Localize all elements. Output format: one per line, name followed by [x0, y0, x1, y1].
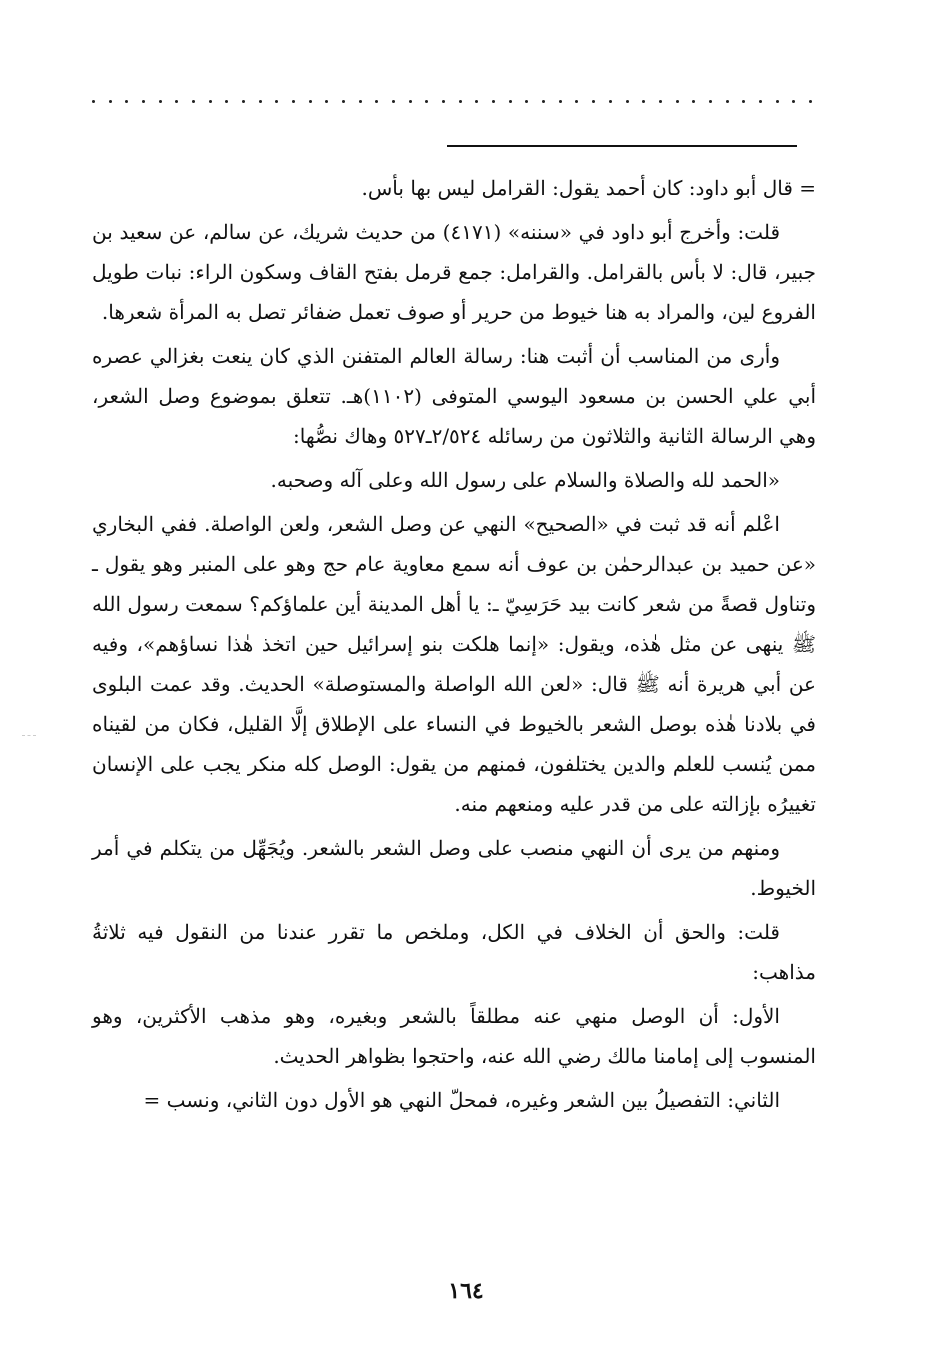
footnote-body [92, 168, 816, 1120]
footnote-rule [447, 145, 797, 147]
paragraph-yusi-letter-intro: وأرى من المناسب أن أثبت هنا: رسالة العالم المتفنن الذي كان ينعت بغزالي عصره أبي علي الحسن بن مسعود اليوسي المتوفى (١١٠٢)هـ. تتعلق بموضوع وصل الشعر، وهي الرسالة الثانية والثلاثون من رسائله ٢/٥٢٤ـ٥٢٧ وهاك نصُّها: [92, 344, 817, 448]
margin-mark [22, 735, 36, 736]
dotted-separator [92, 100, 812, 120]
paragraph-second-opinion: ومنهم من يرى أن النهي منصب على وصل الشعر بالشعر. ويُجَهِّل من يتكلم في أمر الخيوط. [92, 836, 816, 900]
paragraph-hamdala: «الحمد لله والصلاة والسلام على رسول الله وعلى آله وصحبه. [270, 468, 780, 492]
paragraph-hadith: اعْلم أنه قد ثبت في «الصحيح» النهي عن وصل الشعر، ولعن الواصلة. ففي البخاري «عن حميد بن عبدالرحمٰن بن عوف أنه سمع معاوية عام حج وهو على المنبر وهو يقول ـ وتناول قصةً من شعر كانت بيد حَرَسِيّ ـ: يا أهل المدينة أين علماؤكم؟ سمعت رسول الله ﷺ ينهى عن مثل هٰذه، ويقول: «إنما هلكت بنو إسرائيل حين اتخذ هٰذا نساؤهم»، وفيه عن أبي هريرة أنه ﷺ قال: «لعن الله الواصلة والمستوصلة» الحديث. وقد عمت البلوى في بلادنا هٰذه بوصل الشعر بالخيوط في النساء على الإطلاق إلَّا القليل، فكان من لقيناه ممن يُنسب للعلم والدين يختلفون، فمنهم من يقول: الوصل كله منكر يجب على الإنسان تغييرُه بإزالته على من قدر عليه ومنعهم منه. [92, 512, 816, 816]
paragraph-second-school: الثاني: التفصيلُ بين الشعر وغيره، فمحلّ النهي هو الأول دون الثاني، ونسب = [143, 1088, 780, 1112]
page-number: ١٦٤ [448, 1278, 484, 1304]
paragraph-continuation: = قال أبو داود: كان أحمد يقول: القرامل ليس بها بأس. [361, 176, 816, 200]
paragraph-qult-qaramil: قلت: وأخرج أبو داود في «سننه» (٤١٧١) من حديث شريك، عن سالم، عن سعيد بن جبير، قال: لا بأس بالقرامل. والقرامل: جمع قرمل بفتح القاف وسكون الراء: نبات طويل الفروع لين، والمراد به هنا خيوط من حرير أو صوف تعمل ضفائر تصل به المرأة شعرها. [92, 220, 816, 324]
paragraph-first-school: الأول: أن الوصل منهي عنه مطلقاً بالشعر وبغيره، وهو مذهب الأكثرين، وهو المنسوب إلى إمامنا مالك رضي الله عنه، واحتجوا بظواهر الحديث. [92, 1004, 816, 1068]
paragraph-three-schools: قلت: والحق أن الخلاف في الكل، وملخص ما تقرر عندنا من النقول فيه ثلاثةُ مذاهب: [92, 920, 816, 984]
